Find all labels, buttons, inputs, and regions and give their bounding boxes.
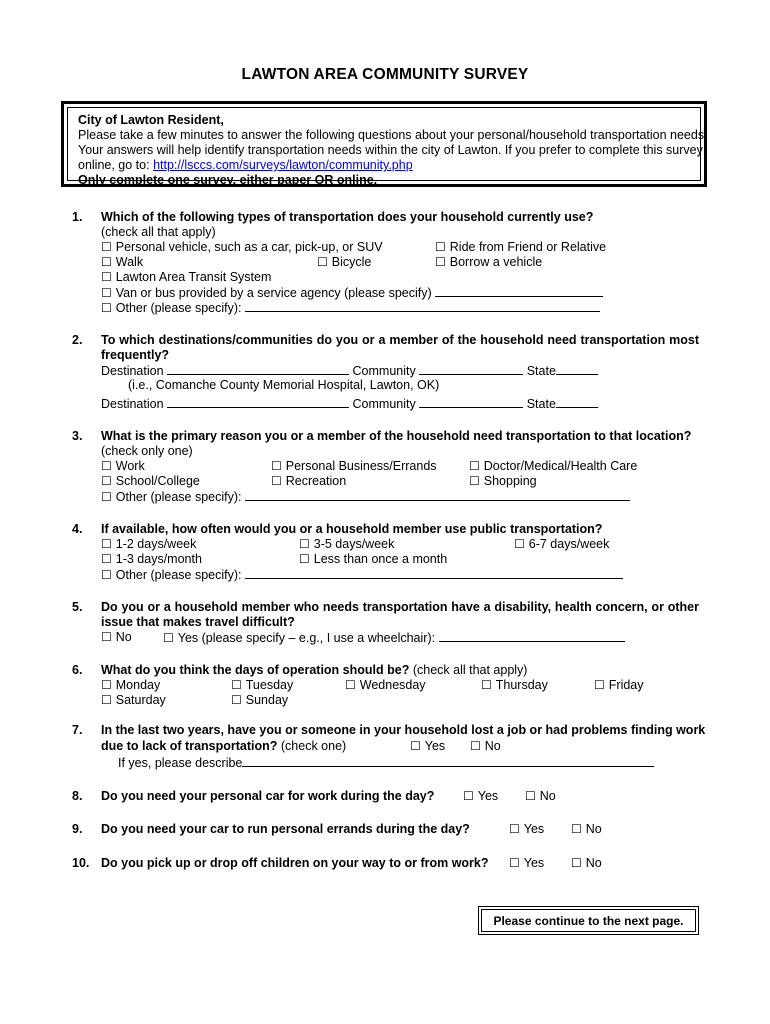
q4-option-label: 1-2 days/week — [115, 537, 197, 551]
intro-greeting: City of Lawton Resident, — [78, 113, 224, 127]
q8-option-no[interactable] — [525, 789, 556, 803]
q4-option-3-5-week[interactable] — [299, 537, 394, 551]
q5-option-yes[interactable] — [163, 630, 625, 645]
q4-option-less-than-monthly[interactable] — [299, 552, 447, 566]
destination-field[interactable] — [167, 363, 349, 375]
q6-instruction: (check all that apply) — [412, 663, 528, 677]
checkbox-icon[interactable]: ☐ — [231, 693, 242, 707]
q3-option-label: Doctor/Medical/Health Care — [483, 459, 638, 473]
state-field[interactable] — [556, 363, 598, 375]
q6-option-label: Sunday — [245, 693, 289, 707]
destination-field[interactable] — [167, 396, 349, 408]
checkbox-icon[interactable]: ☐ — [481, 678, 492, 692]
q7-text-line-2 — [101, 739, 346, 753]
q6-option-thursday[interactable] — [481, 678, 548, 692]
checkbox-icon[interactable]: ☐ — [435, 240, 446, 254]
q4-option-1-2-week[interactable] — [101, 537, 196, 551]
q5-specify-line[interactable] — [439, 630, 625, 642]
q8-option-yes[interactable] — [463, 789, 498, 803]
q1-option-label: Lawton Area Transit System — [115, 270, 272, 284]
q6-option-friday[interactable] — [594, 678, 644, 692]
state-field[interactable] — [556, 396, 598, 408]
q3-other-specify-line[interactable] — [245, 489, 630, 501]
checkbox-icon[interactable]: ☐ — [271, 459, 282, 473]
q1-option-ride-friend[interactable] — [435, 240, 606, 254]
q7-option-label: Yes — [424, 739, 446, 753]
q3-option-label: Recreation — [285, 474, 347, 488]
q2-example: (i.e., Comanche County Memorial Hospital, Lawton, OK) — [128, 378, 440, 392]
q1-option-walk[interactable] — [101, 255, 143, 269]
intro-inner-border — [67, 107, 708, 187]
checkbox-icon[interactable]: ☐ — [299, 552, 310, 566]
q5-text-line-2: issue that makes travel difficult? — [101, 615, 295, 629]
q9-option-no[interactable] — [571, 822, 602, 836]
checkbox-icon[interactable]: ☐ — [101, 678, 112, 692]
q1-text: Which of the following types of transportation does your household currently use? — [101, 210, 594, 224]
intro-note: Only complete one survey, either paper OR online. — [78, 173, 378, 187]
state-label: State — [526, 397, 556, 411]
checkbox-icon[interactable]: ☐ — [525, 789, 536, 803]
destination-label: Destination — [101, 364, 164, 378]
q10-option-yes[interactable] — [509, 856, 544, 870]
community-field[interactable] — [419, 363, 523, 375]
q8-number: 8. — [72, 789, 83, 803]
state-label: State — [526, 364, 556, 378]
q3-option-label: School/College — [115, 474, 200, 488]
q6-text — [101, 663, 527, 677]
q1-option-other[interactable] — [101, 300, 600, 315]
checkbox-icon[interactable]: ☐ — [163, 631, 174, 645]
checkbox-icon[interactable]: ☐ — [101, 630, 112, 644]
q1-van-specify-line[interactable] — [435, 285, 603, 297]
q1-number: 1. — [72, 210, 83, 224]
q6-option-tuesday[interactable] — [231, 678, 293, 692]
q1-option-personal-vehicle[interactable] — [101, 240, 383, 254]
q2-text-line-1: To which destinations/communities do you or a member of the household need transportation most — [101, 333, 699, 347]
checkbox-icon[interactable]: ☐ — [101, 693, 112, 707]
q4-option-label: 6-7 days/week — [528, 537, 610, 551]
q10-text: Do you pick up or drop off children on your way to or from work? — [101, 856, 489, 870]
checkbox-icon[interactable]: ☐ — [435, 255, 446, 269]
q1-option-label: Ride from Friend or Relative — [449, 240, 607, 254]
checkbox-icon[interactable]: ☐ — [410, 739, 421, 753]
q5-option-label: Yes (please specify – e.g., I use a wheelchair): — [177, 631, 436, 645]
q6-question: What do you think the days of operation should be? — [101, 663, 410, 677]
q1-option-label: Personal vehicle, such as a car, pick-up, or SUV — [115, 240, 383, 254]
q5-text-line-1: Do you or a household member who needs transportation have a disability, health concern, or other — [101, 600, 699, 614]
q9-number: 9. — [72, 822, 83, 836]
checkbox-icon[interactable]: ☐ — [463, 789, 474, 803]
checkbox-icon[interactable]: ☐ — [101, 301, 112, 315]
q10-number: 10. — [72, 856, 90, 870]
q10-option-label: No — [585, 856, 602, 870]
q6-option-label: Thursday — [495, 678, 548, 692]
checkbox-icon[interactable]: ☐ — [101, 240, 112, 254]
q6-number: 6. — [72, 663, 83, 677]
checkbox-icon[interactable]: ☐ — [101, 255, 112, 269]
checkbox-icon[interactable]: ☐ — [101, 490, 112, 504]
q7-instruction: (check one) — [280, 739, 347, 753]
checkbox-icon[interactable]: ☐ — [469, 459, 480, 473]
q6-option-wednesday[interactable] — [345, 678, 426, 692]
q1-option-label: Borrow a vehicle — [449, 255, 543, 269]
q6-option-saturday[interactable] — [101, 693, 166, 707]
q9-option-label: No — [585, 822, 602, 836]
q3-option-other[interactable] — [101, 489, 630, 504]
q7-describe-label: If yes, please describe — [118, 756, 243, 770]
q7-question: due to lack of transportation? — [101, 739, 278, 753]
q1-option-transit-system[interactable] — [101, 270, 271, 284]
q1-option-label: Van or bus provided by a service agency (please specify) — [115, 286, 432, 300]
q6-option-label: Saturday — [115, 693, 166, 707]
checkbox-icon[interactable]: ☐ — [101, 474, 112, 488]
checkbox-icon[interactable]: ☐ — [101, 459, 112, 473]
checkbox-icon[interactable]: ☐ — [594, 678, 605, 692]
continue-box — [478, 906, 699, 935]
intro-line-3 — [78, 158, 413, 172]
q3-option-school[interactable] — [101, 474, 200, 488]
q4-option-label: Less than once a month — [313, 552, 448, 566]
q3-option-label: Work — [115, 459, 145, 473]
q7-describe-row — [118, 755, 654, 770]
q10-option-label: Yes — [523, 856, 545, 870]
q2-number: 2. — [72, 333, 83, 347]
q7-option-label: No — [484, 739, 501, 753]
q3-option-label: Other (please specify): — [115, 490, 242, 504]
q4-other-specify-line[interactable] — [245, 567, 623, 579]
community-label: Community — [352, 397, 416, 411]
intro-line-2: Your answers will help identify transportation needs within the city of Lawton. If you prefer to complete this survey — [78, 143, 703, 157]
q1-option-bicycle[interactable] — [317, 255, 371, 269]
checkbox-icon[interactable]: ☐ — [469, 474, 480, 488]
q7-text-line-1: In the last two years, have you or someone in your household lost a job or had problems finding work — [101, 723, 706, 737]
checkbox-icon[interactable]: ☐ — [101, 286, 112, 300]
q6-option-label: Wednesday — [359, 678, 426, 692]
survey-url-link[interactable]: http://lsccs.com/surveys/lawton/community.php — [153, 158, 413, 172]
q9-option-yes[interactable] — [509, 822, 544, 836]
q6-option-label: Tuesday — [245, 678, 294, 692]
q6-option-label: Monday — [115, 678, 161, 692]
q5-option-label: No — [115, 630, 132, 644]
q1-other-specify-line[interactable] — [245, 300, 600, 312]
q3-option-label: Personal Business/Errands — [285, 459, 437, 473]
checkbox-icon[interactable]: ☐ — [317, 255, 328, 269]
survey-title: LAWTON AREA COMMUNITY SURVEY — [241, 66, 529, 83]
q3-option-work[interactable] — [101, 459, 145, 473]
checkbox-icon[interactable]: ☐ — [101, 552, 112, 566]
checkbox-icon[interactable]: ☐ — [571, 856, 582, 870]
q3-option-personal-business[interactable] — [271, 459, 437, 473]
checkbox-icon[interactable]: ☐ — [101, 537, 112, 551]
q10-option-no[interactable] — [571, 856, 602, 870]
checkbox-icon[interactable]: ☐ — [101, 270, 112, 284]
q7-describe-line[interactable] — [242, 755, 654, 767]
checkbox-icon[interactable]: ☐ — [101, 568, 112, 582]
q5-option-no[interactable] — [101, 630, 132, 644]
q7-option-yes[interactable] — [410, 739, 445, 753]
intro-line-3-prefix: online, go to: — [78, 158, 154, 172]
q1-option-van-bus[interactable] — [101, 285, 603, 300]
q3-text: What is the primary reason you or a member of the household need transportation to that location? — [101, 429, 692, 443]
continue-text: Please continue to the next page. — [481, 909, 696, 932]
q3-option-medical[interactable] — [469, 459, 637, 473]
q4-number: 4. — [72, 522, 83, 536]
q9-option-label: Yes — [523, 822, 545, 836]
checkbox-icon[interactable]: ☐ — [571, 822, 582, 836]
q8-text: Do you need your personal car for work during the day? — [101, 789, 435, 803]
checkbox-icon[interactable]: ☐ — [345, 678, 356, 692]
q5-number: 5. — [72, 600, 83, 614]
community-label: Community — [352, 364, 416, 378]
q4-option-label: 3-5 days/week — [313, 537, 395, 551]
q8-option-label: Yes — [477, 789, 499, 803]
intro-box — [61, 101, 707, 187]
q4-option-6-7-week[interactable] — [514, 537, 609, 551]
checkbox-icon[interactable]: ☐ — [231, 678, 242, 692]
checkbox-icon[interactable]: ☐ — [299, 537, 310, 551]
q4-option-1-3-month[interactable] — [101, 552, 202, 566]
q3-option-label: Shopping — [483, 474, 537, 488]
q3-option-recreation[interactable] — [271, 474, 346, 488]
q2-destination-row-2 — [101, 396, 598, 411]
q2-destination-row-1 — [101, 363, 598, 378]
q1-instruction: (check all that apply) — [101, 225, 216, 239]
checkbox-icon[interactable]: ☐ — [271, 474, 282, 488]
community-field[interactable] — [419, 396, 523, 408]
q3-option-shopping[interactable] — [469, 474, 537, 488]
q7-option-no[interactable] — [470, 739, 501, 753]
checkbox-icon[interactable]: ☐ — [514, 537, 525, 551]
q1-option-borrow-vehicle[interactable] — [435, 255, 542, 269]
q8-option-label: No — [539, 789, 556, 803]
q1-option-label: Bicycle — [331, 255, 372, 269]
q4-option-other[interactable] — [101, 567, 623, 582]
q4-option-label: 1-3 days/month — [115, 552, 202, 566]
checkbox-icon[interactable]: ☐ — [509, 856, 520, 870]
q1-option-label: Other (please specify): — [115, 301, 242, 315]
q1-option-label: Walk — [115, 255, 144, 269]
q3-instruction: (check only one) — [101, 444, 193, 458]
intro-line-1: Please take a few minutes to answer the following questions about your personal/household transportation needs. — [78, 128, 708, 142]
checkbox-icon[interactable]: ☐ — [470, 739, 481, 753]
q4-option-label: Other (please specify): — [115, 568, 242, 582]
q7-number: 7. — [72, 723, 83, 737]
destination-label: Destination — [101, 397, 164, 411]
q6-option-monday[interactable] — [101, 678, 160, 692]
checkbox-icon[interactable]: ☐ — [509, 822, 520, 836]
q4-text: If available, how often would you or a household member use public transportation? — [101, 522, 603, 536]
q3-number: 3. — [72, 429, 83, 443]
q6-option-sunday[interactable] — [231, 693, 288, 707]
q6-option-label: Friday — [608, 678, 644, 692]
q2-text-line-2: frequently? — [101, 348, 170, 362]
q9-text: Do you need your car to run personal errands during the day? — [101, 822, 470, 836]
